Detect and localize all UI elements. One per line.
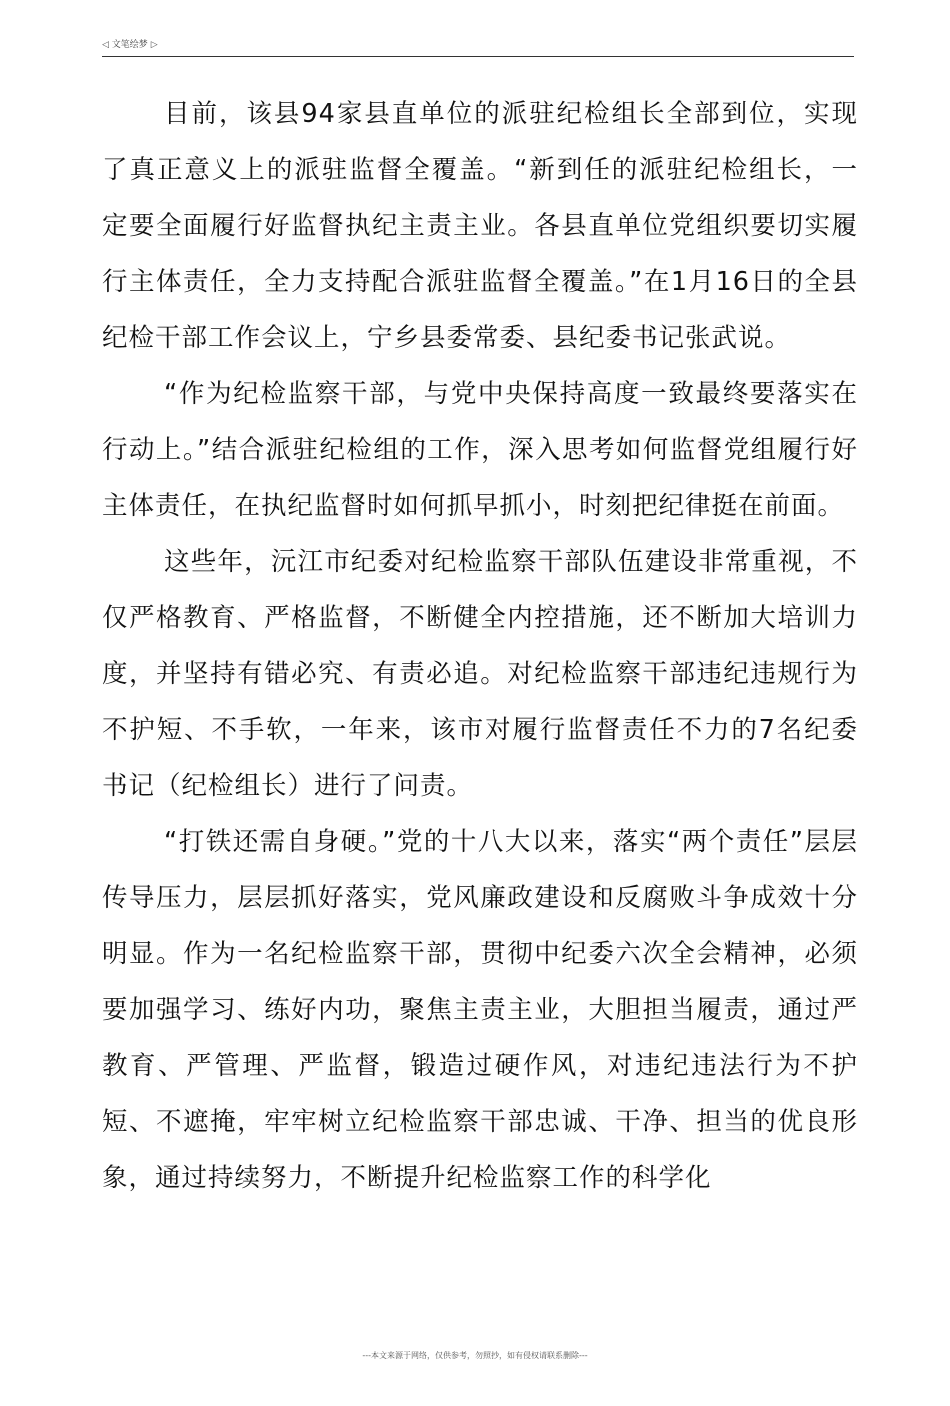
left-triangle-icon: ◁	[102, 40, 109, 50]
paragraph-3: 这些年，沅江市纪委对纪检监察干部队伍建设非常重视，不仅严格教育、严格监督，不断健全内控措施，还不断加大培训力度，并坚持有错必究、有责必追。对纪检监察干部违纪违规行为不护短、不手软，一年来，该市对履行监督责任不力的7名纪委书记（纪检组长）进行了问责。	[102, 547, 858, 801]
document-body	[102, 86, 858, 1206]
header-title: 文笔绘梦	[111, 40, 148, 50]
paragraph-4: “打铁还需自身硬。”党的十八大以来，落实“两个责任”层层传导压力，层层抓好落实，党风廉政建设和反腐败斗争成效十分明显。作为一名纪检监察干部，贯彻中纪委六次全会精神，必须要加强学习、练好内功，聚焦主责主业，大胆担当履责，通过严教育、严管理、严监督，锻造过硬作风，对违纪违法行为不护短、不遮掩，牢牢树立纪检监察干部忠诚、干净、担当的优良形象，通过持续努力，不断提升纪检监察工作的科学化	[102, 827, 858, 1193]
page-footer: ---本文来源于网络，仅供参考，勿照抄，如有侵权请联系删除---	[362, 1351, 588, 1360]
paragraph-2: “作为纪检监察干部，与党中央保持高度一致最终要落实在行动上。”结合派驻纪检组的工作，深入思考如何监督党组履行好主体责任，在执纪监督时如何抓早抓小，时刻把纪律挺在前面。	[102, 379, 858, 521]
page-header	[102, 38, 854, 57]
paragraph-1: 目前，该县94家县直单位的派驻纪检组长全部到位，实现了真正意义上的派驻监督全覆盖。“新到任的派驻纪检组长，一定要全面履行好监督执纪主责主业。各县直单位党组织要切实履行主体责任，全力支持配合派驻监督全覆盖。”在1月16日的全县纪检干部工作会议上，宁乡县委常委、县纪委书记张武说。	[102, 99, 858, 353]
right-triangle-icon: ▷	[150, 40, 158, 50]
